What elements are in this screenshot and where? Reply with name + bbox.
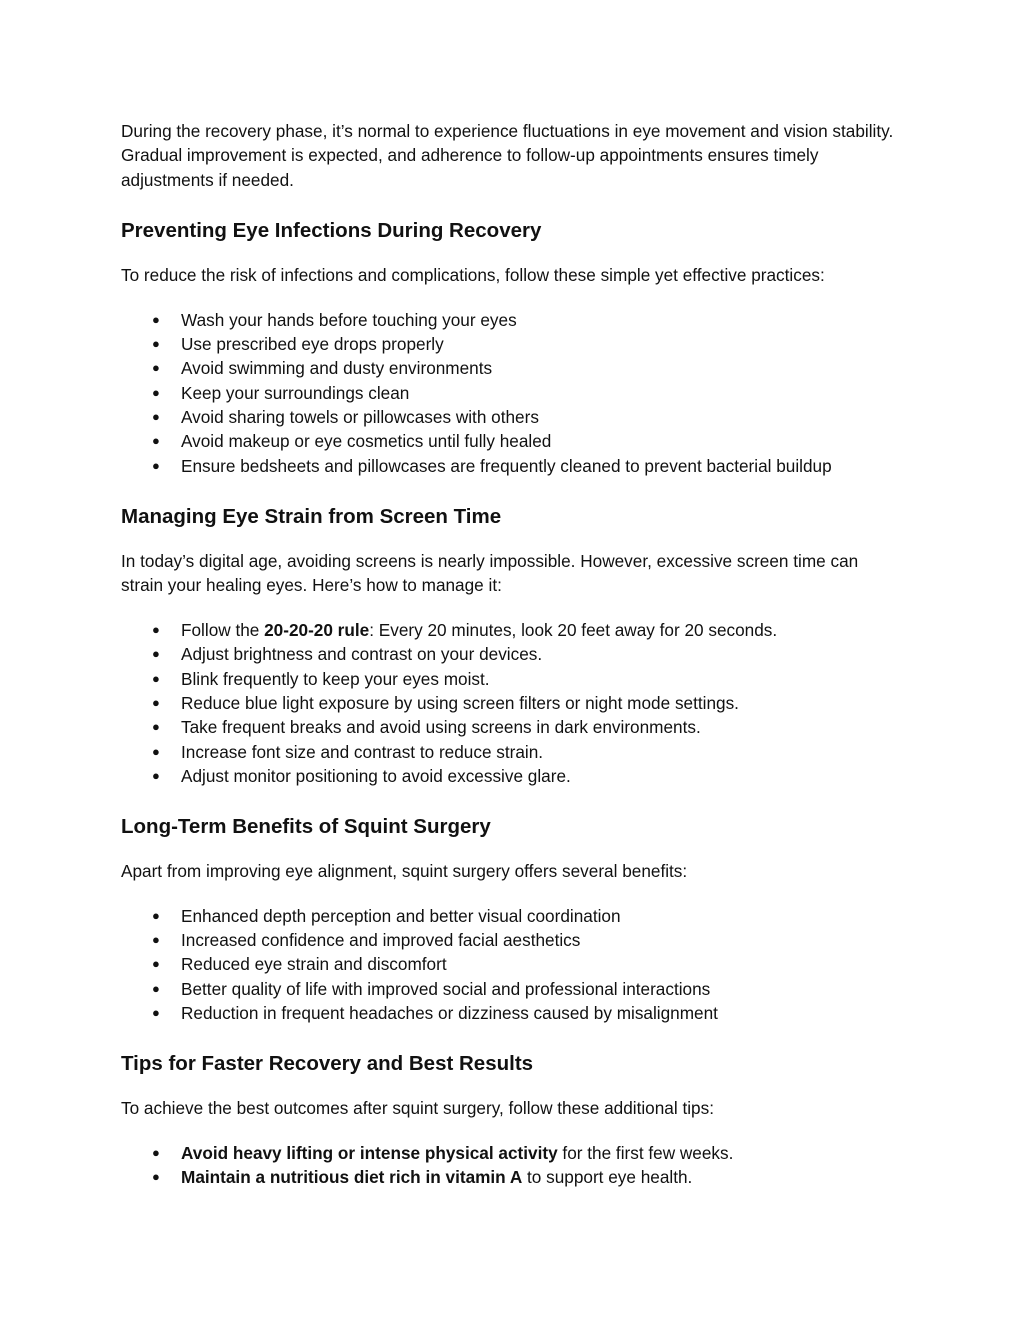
list-item [121,904,901,928]
list-item-text: Enhanced depth perception and better visual coordination [181,905,621,926]
list-item [121,618,901,642]
section-heading: Tips for Faster Recovery and Best Results [121,1052,534,1076]
list-item-bold-text: Maintain a nutritious diet rich in vitamin A [181,1167,523,1188]
list-item-text: Ensure bedsheets and pillowcases are frequently cleaned to prevent bacterial buildup [181,455,832,476]
bullet-icon: ● [152,433,160,449]
list-item-text: Increase font size and contrast to reduce strain. [181,741,544,762]
bullet-list [121,308,901,478]
bullet-icon: ● [152,360,160,376]
section-lead-paragraph: In today’s digital age, avoiding screens is nearly impossible. However, excessive screen time can strain your healing eyes. Here’s how to manage it: [121,551,859,596]
list-item [121,764,901,788]
list-item-text: : Every 20 minutes, look 20 feet away for 20 seconds. [369,619,778,640]
bullet-icon: ● [152,621,160,637]
bullet-icon: ● [152,932,160,947]
bullet-icon: ● [152,311,160,327]
list-item [121,405,901,429]
bullet-icon: ● [152,457,160,473]
list-item [121,1141,901,1165]
list-item-text: Take frequent breaks and avoid using screens in dark environments. [181,717,701,738]
bullet-icon: ● [152,670,160,686]
bullet-icon: ● [152,1144,160,1160]
list-item-text: Use prescribed eye drops properly [181,333,444,354]
list-item-text: Avoid sharing towels or pillowcases with others [181,407,539,427]
list-item [121,454,901,478]
list-item-text: Reduced eye strain and discomfort [181,954,447,975]
bullet-icon: ● [152,719,160,735]
section-lead-paragraph: To reduce the risk of infections and complications, follow these simple yet effective practices: [121,265,825,286]
bullet-list [121,904,901,1026]
list-item-bold-text: Avoid heavy lifting or intense physical activity [181,1142,558,1163]
bullet-icon: ● [152,980,160,996]
list-item [121,977,901,1001]
list-item [121,1001,901,1025]
list-item [121,308,901,332]
list-item-text: Keep your surroundings clean [181,382,410,403]
list-item-text: Avoid swimming and dusty environments [181,358,493,379]
bullet-icon: ● [152,409,160,424]
list-item-text: Reduction in frequent headaches or dizziness caused by misalignment [181,1003,718,1024]
list-item [121,667,901,691]
list-item-text: Increased confidence and improved facial aesthetics [181,930,581,950]
list-item-text: Adjust monitor positioning to avoid excessive glare. [181,765,571,786]
list-item [121,740,901,764]
list-item [121,928,901,952]
bullet-icon: ● [152,743,160,759]
bullet-list [121,1141,901,1190]
bullet-icon: ● [152,767,160,783]
list-item-bold-text: 20-20-20 rule [264,619,370,640]
section-lead-paragraph: Apart from improving eye alignment, squint surgery offers several benefits: [121,861,688,882]
list-item-text: Adjust brightness and contrast on your devices. [181,644,543,665]
list-item [121,952,901,976]
list-item [121,642,901,666]
list-item-text-pre: Follow the [181,619,265,640]
list-item-text: Blink frequently to keep your eyes moist. [181,668,490,689]
bullet-icon: ● [152,1169,160,1185]
list-item [121,429,901,453]
list-item-text: Reduce blue light exposure by using screen filters or night mode settings. [181,692,739,713]
bullet-icon: ● [152,907,160,923]
list-item-text: Avoid makeup or eye cosmetics until fully healed [181,431,552,452]
list-item [121,691,901,715]
list-item-text: Better quality of life with improved social and professional interactions [181,978,711,999]
list-item [121,381,901,405]
sections-container [121,217,901,1189]
section-heading: Managing Eye Strain from Screen Time [121,505,502,529]
section-heading: Preventing Eye Infections During Recovery [121,219,542,243]
list-item [121,332,901,356]
document-body [121,119,901,1189]
list-item-text: to support eye health. [522,1167,693,1188]
bullet-icon: ● [152,1005,160,1021]
list-item [121,356,901,380]
list-item [121,715,901,739]
section-lead-paragraph: To achieve the best outcomes after squint surgery, follow these additional tips: [121,1098,714,1119]
list-item [121,1165,901,1189]
section-heading: Long-Term Benefits of Squint Surgery [121,815,491,839]
intro-paragraph: During the recovery phase, it’s normal to experience fluctuations in eye movement and vision stability. Gradual improvement is expected, and adherence to follow-up appointments ensures timely adjustments if needed. [121,121,894,190]
list-item-text: for the first few weeks. [557,1142,734,1163]
list-item-text: Wash your hands before touching your eyes [181,309,517,330]
bullet-icon: ● [152,384,160,400]
bullet-icon: ● [152,335,160,351]
bullet-icon: ● [152,646,160,662]
bullet-icon: ● [152,694,160,710]
bullet-list [121,618,901,788]
bullet-icon: ● [152,956,160,972]
